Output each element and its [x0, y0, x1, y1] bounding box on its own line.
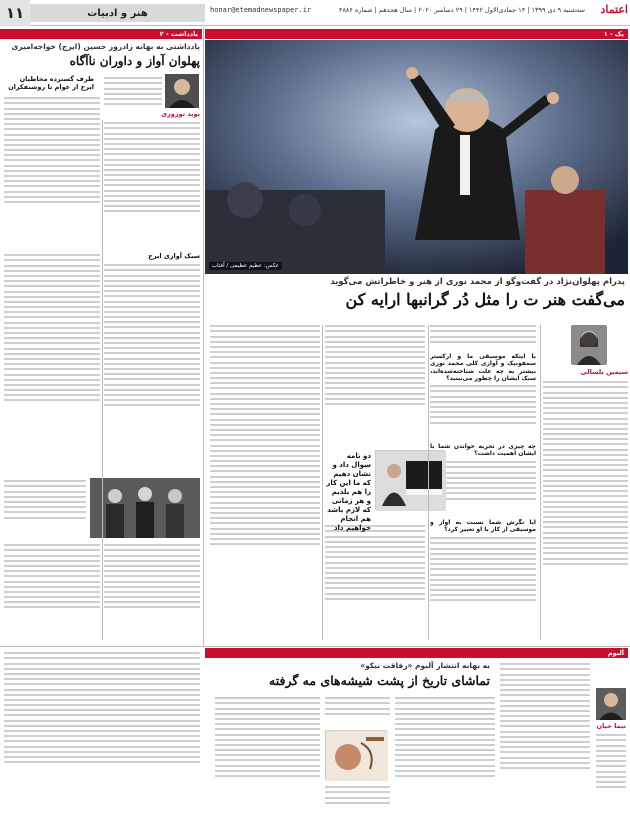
main-column-4 — [210, 323, 320, 641]
photo-credit: عکس: عظیم عظیمی‌‌ / آفتاب — [209, 262, 282, 270]
columnist-column — [543, 323, 628, 641]
memo-kicker: یادداشتی به بهانه زادروز حسین (ایرج) خواجه‌امیری — [11, 42, 200, 51]
review-column-1 — [500, 661, 590, 816]
review-kicker: به بهانه انتشار آلبوم «رفاقت نیکو» — [360, 661, 490, 670]
columnist-name: سیمین بلسالی — [580, 368, 628, 376]
section-title: هنر و ادبیات — [30, 4, 205, 22]
memo-second-subhead: سبک آوازی ایرج — [148, 252, 200, 260]
inset-photo — [375, 450, 445, 510]
memo-headline: پهلوان آواز و داوران ناآگاه — [69, 54, 200, 68]
singer-photo-illustration — [205, 40, 628, 274]
review-headline: تماشای تاریخ از پشت شیشه‌های مه گرفته — [269, 673, 490, 688]
review-label: آلبوم — [205, 648, 628, 658]
question-1: با اینکه موسیقی ما و ارکستر سمفونیک و آوازی کلی محمد نوری بیشتر به چه علت شناخته‌شده‌اند، سبک ایشان را چطور می‌بینید؟ — [430, 353, 536, 383]
review-column-1b — [596, 732, 626, 816]
memo-column-left-3 — [4, 542, 100, 642]
memo-column-right-top — [104, 75, 162, 119]
memo-author-photo — [165, 74, 199, 108]
main-photo — [205, 40, 628, 274]
memo-column-right-3 — [104, 542, 200, 642]
dateline: سه‌شنبه ۹ دی ۱۳۹۹ | ۱۴ جمادی‌الاول ۱۴۴۲ | ۲۹ دسامبر ۲۰۲۰ | سال هجدهم | شماره ۴۸۸۶ — [338, 6, 585, 14]
memo-column-right — [104, 120, 200, 250]
review-column-3a — [325, 695, 390, 727]
main-kicker: پدرام پهلوان‌نژاد در گفت‌وگو از محمد نوری از هنر و خاطراتش می‌گوید — [330, 277, 625, 287]
memo-column-right-2 — [104, 262, 200, 472]
review-column-4 — [215, 695, 320, 816]
question-2: چه چیزی در تجربه خواندن شما با ایشان اهمیت داشت؟ — [430, 443, 536, 458]
newspaper-logo: اعتماد — [600, 3, 628, 16]
memo-label: یادداشت - ۲ — [0, 29, 202, 39]
question-3: آیا نگرش شما نسبت به آواز و موسیقی از کار با او تغییر کرد؟ — [430, 519, 536, 534]
memo-author: نوید نوروزی — [161, 110, 200, 118]
main-story-label: یک - ۱ — [205, 29, 628, 39]
review-author: نیما حیان — [596, 722, 626, 730]
album-cover — [325, 730, 387, 780]
memo-column-left-2 — [4, 252, 100, 472]
review-column-3b — [325, 784, 390, 816]
review-author-photo — [596, 688, 626, 720]
review-column-2 — [395, 695, 495, 816]
pull-quote: دو نامه سوال داد و نشان دهیم که ما این کار را هم بلدیم و هر زمانی که لازم باشد هم انجام خواهیم داد — [326, 452, 371, 532]
memo-group-photo — [90, 478, 200, 538]
page-number: ۱۱ — [0, 0, 30, 26]
memo-caption-area — [4, 478, 86, 538]
columnist-avatar — [571, 325, 607, 365]
memo-continuation — [4, 650, 200, 816]
columnist-body — [543, 379, 628, 641]
memo-column-left — [4, 95, 100, 250]
main-headline: می‌گفت هنر ت را مثل دُر گرانبها ارایه کن — [345, 290, 625, 309]
contact-email[interactable]: honar@etemadnewspaper.ir — [210, 6, 312, 14]
memo-subhead: ظرف گسترده مخاطبان ایرج از عوام تا روشنفکران — [8, 75, 94, 91]
